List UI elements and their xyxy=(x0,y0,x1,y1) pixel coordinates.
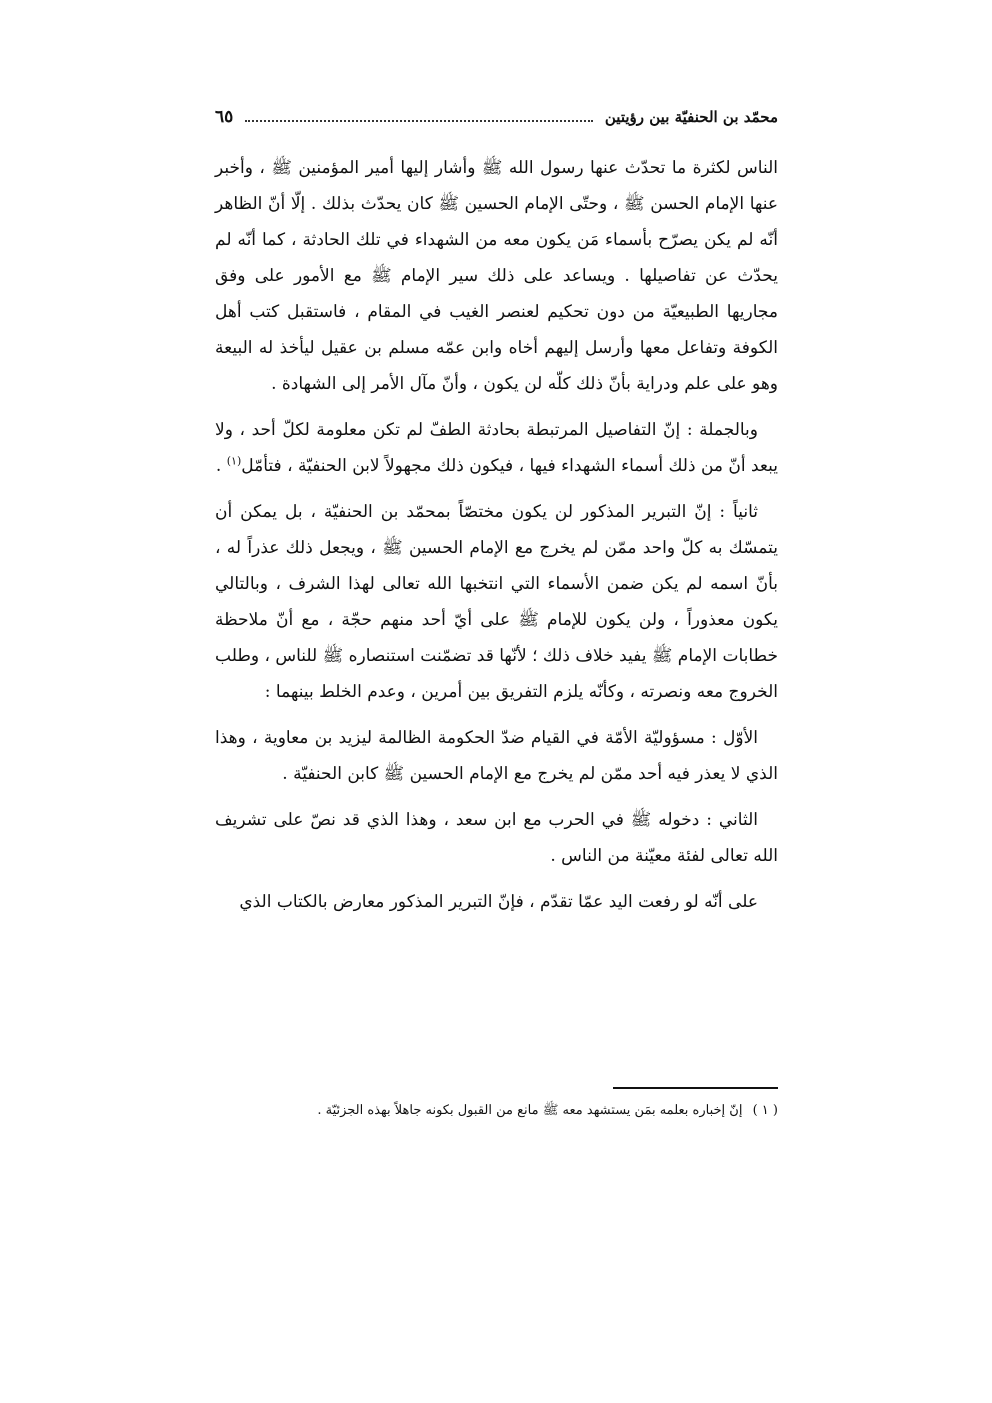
footnote-text: إنّ إخباره بعلمه بمَن يستشهد معه ﷺ مانع من القبول بكونه جاهلاً بهذه الجزئيّة . xyxy=(317,1103,743,1118)
paragraph-5 xyxy=(215,802,778,874)
paragraph-1-text: الناس لكثرة ما تحدّث عنها رسول الله ﷺ وأشار إليها أمير المؤمنين ﷺ ، وأخبر عنها الإمام الحسن ﷺ ، وحتّى الإمام الحسين ﷺ كان يحدّث بذلك . إلّا أنّ الظاهر أنّه لم يكن يصرّح بأسماء مَن يكون معه من الشهداء في تلك الحادثة ، كما أنّه لم يحدّث عن تفاصيلها . ويساعد على ذلك سير الإمام ﷺ مع الأمور على وفق مجاريها الطبيعيّة من دون تحكيم لعنصر الغيب في المقام ، فاستقبل كتب أهل الكوفة وتفاعل معها وأرسل إليهم أخاه وابن عمّه مسلم بن عقيل ليأخذ له البيعة وهو على علم ودراية بأنّ ذلك كلّه لن يكون ، وأنّ مآل الأمر إلى الشهادة . xyxy=(215,158,778,394)
paragraph-2-text: وبالجملة : إنّ التفاصيل المرتبطة بحادثة الطفّ لم تكن معلومة لكلّ أحد ، ولا يبعد أنّ من ذلك أسماء الشهداء فيها ، فيكون ذلك مجهولاً لابن الحنفيّة ، فتأمّل xyxy=(215,420,778,476)
paragraph-4 xyxy=(215,720,778,792)
paragraph-5-text: الثاني : دخوله ﷺ في الحرب مع ابن سعد ، وهذا الذي قد نصّ على تشريف الله تعالى لفئة معيّنة من الناس . xyxy=(215,810,778,866)
paragraph-3-text: ثانياً : إنّ التبرير المذكور لن يكون مختصّاً بمحمّد بن الحنفيّة ، بل يمكن أن يتمسّك به كلّ واحد ممّن لم يخرج مع الإمام الحسين ﷺ ، ويجعل ذلك عذراً له ، بأنّ اسمه لم يكن ضمن الأسماء التي انتخبها الله تعالى لهذا الشرف ، وبالتالي يكون معذوراً ، ولن يكون للإمام ﷺ على أيّ أحد منهم حجّة ، مع أنّ ملاحظة خطابات الإمام ﷺ يفيد خلاف ذلك ؛ لأنّها قد تضمّنت استنصاره ﷺ للناس ، وطلب الخروج معه ونصرته ، وكأنّه يلزم التفريق بين أمرين ، وعدم الخلط بينهما : xyxy=(215,502,778,702)
page-number: ٦٥ xyxy=(215,107,234,127)
paragraph-4-text: الأوّل : مسؤوليّة الأمّة في القيام ضدّ الحكومة الظالمة ليزيد بن معاوية ، وهذا الذي لا يعذر فيه أحد ممّن لم يخرج مع الإمام الحسين ﷺ كابن الحنفيّة . xyxy=(215,728,778,784)
paragraph-2 xyxy=(215,412,778,484)
main-text xyxy=(215,150,778,930)
paragraph-3 xyxy=(215,494,778,710)
footnote-divider xyxy=(613,1087,778,1089)
paragraph-1 xyxy=(215,150,778,402)
paragraph-2-tail: . xyxy=(215,456,227,476)
footnote-reference: (١) xyxy=(226,454,242,468)
header-dot-leader xyxy=(245,120,593,122)
header-title: محمّد بن الحنفيّة بين رؤيتين xyxy=(604,108,778,126)
footnote xyxy=(215,1100,778,1122)
paragraph-6-text: على أنّه لو رفعت اليد عمّا تقدّم ، فإنّ التبرير المذكور معارض بالكتاب الذي xyxy=(239,892,758,912)
footnote-marker: ( ١ ) xyxy=(752,1103,778,1118)
paragraph-6 xyxy=(215,884,778,920)
running-header xyxy=(215,104,778,130)
